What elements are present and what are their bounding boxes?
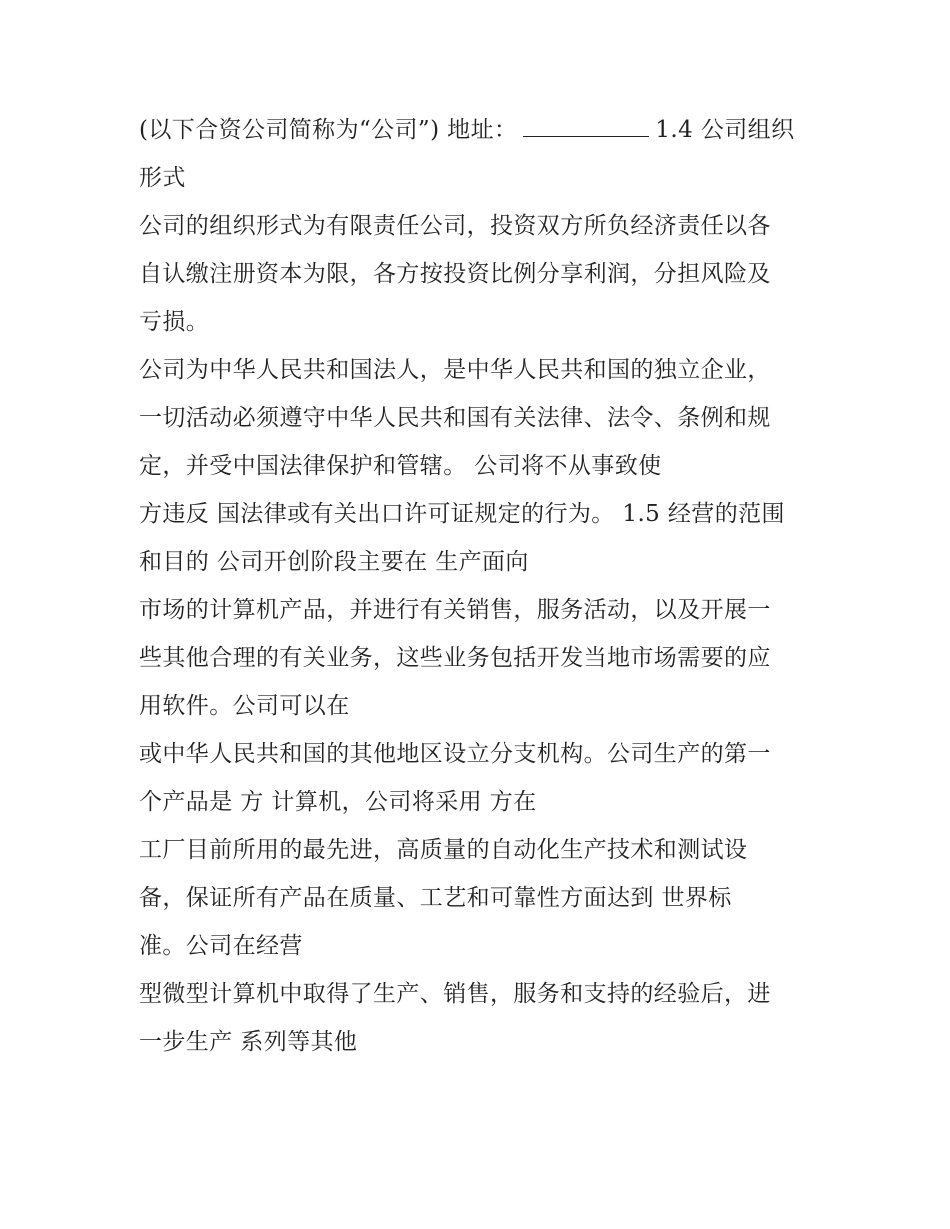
text-line: [139, 106, 819, 154]
text-line: 一切活动必须遵守中华人民共和国有关法律、法令、条例和规: [139, 405, 771, 431]
text-line: 个产品是 方 计算机，公司将采用 方在: [139, 789, 537, 815]
text-line: 一步生产 系列等其他: [139, 1029, 358, 1055]
text-line: 公司的组织形式为有限责任公司，投资双方所负经济责任以各: [139, 213, 771, 239]
text-line: 用软件。公司可以在: [139, 693, 350, 719]
text-line: 或中华人民共和国的其他地区设立分支机构。公司生产的第一: [139, 741, 771, 767]
text-line: 亏损。: [139, 309, 210, 335]
text-line: 型微型计算机中取得了生产、销售，服务和支持的经验后，进: [139, 981, 771, 1007]
text-line: 备，保证所有产品在质量、工艺和可靠性方面达到 世界标: [139, 885, 732, 911]
text-line: 公司为中华人民共和国法人，是中华人民共和国的独立企业，: [139, 357, 771, 383]
text-line: 工厂目前所用的最先进，高质量的自动化生产技术和测试设: [139, 837, 748, 863]
text-line: 和目的 公司开创阶段主要在 生产面向: [139, 549, 529, 575]
document-body: [139, 106, 819, 1066]
text-line: 形式: [139, 165, 186, 191]
address-blank: [523, 116, 649, 137]
text-line: 方违反 国法律或有关出口许可证规定的行为。 1.5 经营的范围: [139, 501, 785, 527]
text-line: 市场的计算机产品，并进行有关销售，服务活动，以及开展一: [139, 597, 771, 623]
text-line: 自认缴注册资本为限，各方按投资比例分享利润，分担风险及: [139, 261, 771, 287]
text-line: 定，并受中国法律保护和管辖。 公司将不从事致使: [139, 453, 662, 479]
text-line: 些其他合理的有关业务，这些业务包括开发当地市场需要的应: [139, 645, 771, 671]
text-segment: (以下合资公司简称为“公司”) 地址：: [139, 117, 518, 143]
text-line: 准。公司在经营: [139, 933, 303, 959]
text-segment: 1.4 公司组织: [655, 117, 795, 143]
